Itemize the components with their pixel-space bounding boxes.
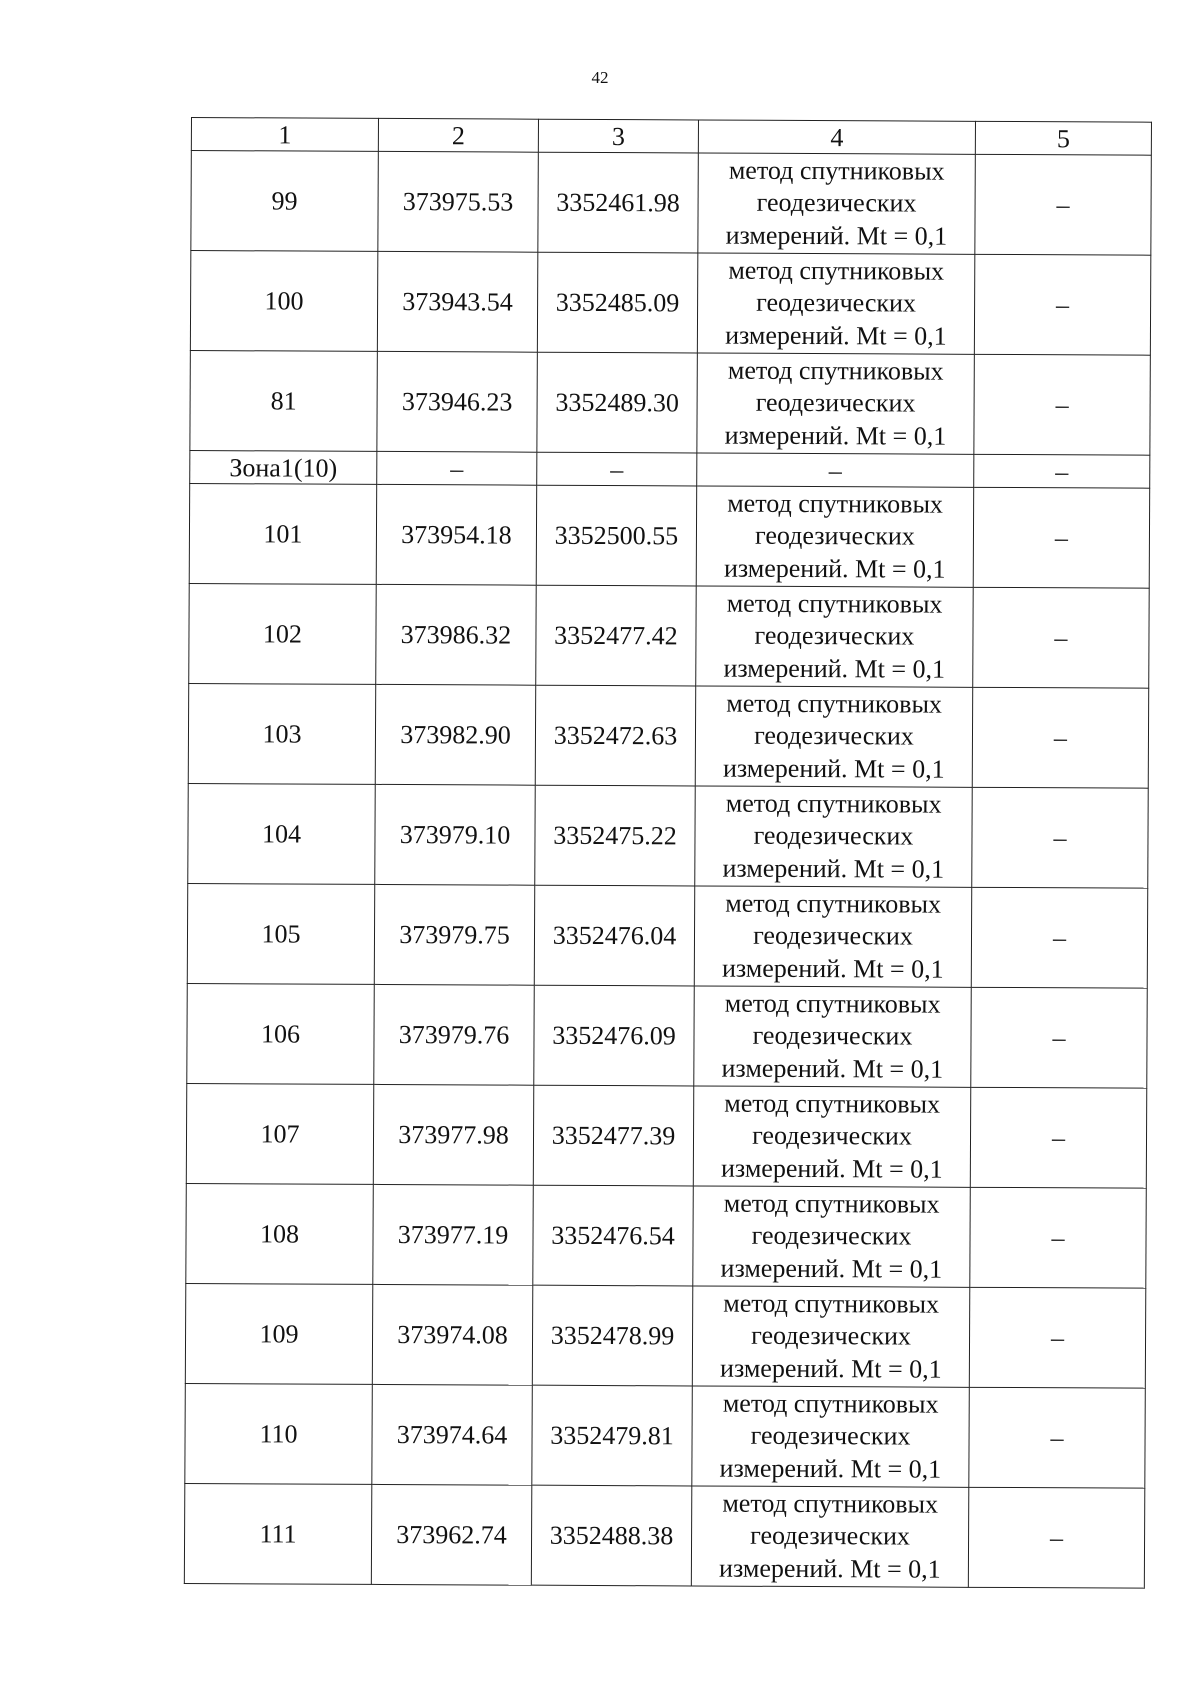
note-cell: – bbox=[971, 887, 1147, 988]
coordinates-table bbox=[184, 117, 1152, 1589]
method-text-line: геодезических bbox=[751, 1321, 911, 1351]
coordinate-x-cell: 373962.74 bbox=[371, 1484, 531, 1585]
method-text-line: геодезических bbox=[752, 1021, 913, 1051]
table-row bbox=[185, 1383, 1145, 1488]
method-text-line: геодезических bbox=[750, 1520, 911, 1551]
coordinate-y-cell: 3352476.09 bbox=[534, 985, 694, 1086]
method-text-line: измерений. Mt = 0,1 bbox=[721, 1053, 944, 1084]
coordinate-y-cell: 3352475.22 bbox=[535, 785, 695, 886]
page-number: 42 bbox=[591, 68, 609, 87]
note-cell: – bbox=[974, 354, 1150, 455]
method-text-line: геодезических bbox=[751, 1221, 912, 1251]
method-text-line: геодезических bbox=[754, 621, 915, 651]
table-header-row bbox=[191, 118, 1151, 156]
note-cell: – bbox=[969, 1387, 1145, 1488]
coordinate-y-cell: – bbox=[537, 452, 697, 486]
table-row bbox=[184, 1483, 1144, 1588]
method-text-line: измерений. Mt = 0,1 bbox=[723, 653, 946, 684]
coordinate-x-cell: 373954.18 bbox=[376, 484, 536, 585]
table-row bbox=[188, 783, 1148, 888]
note-cell: – bbox=[974, 454, 1150, 488]
note-cell: – bbox=[973, 487, 1149, 588]
coordinate-x-cell: 373975.53 bbox=[378, 151, 538, 252]
method-text-line: измерений. Mt = 0,1 bbox=[720, 1153, 943, 1184]
table-row bbox=[187, 883, 1147, 988]
method-text-line: метод спутниковых bbox=[727, 355, 944, 386]
method-text-line: метод спутниковых bbox=[725, 788, 942, 819]
table-row bbox=[188, 683, 1148, 788]
method-text-line: измерений. Mt = 0,1 bbox=[722, 753, 945, 784]
method-text-line: геодезических bbox=[756, 288, 917, 318]
coordinate-y-cell: 3352476.54 bbox=[533, 1185, 693, 1286]
coordinate-y-cell: 3352477.39 bbox=[533, 1085, 693, 1186]
point-id-cell: 109 bbox=[185, 1283, 372, 1384]
method-cell: – bbox=[697, 453, 974, 487]
method-text-line: измерений. Mt = 0,1 bbox=[722, 853, 945, 884]
coordinate-y-cell: 3352478.99 bbox=[532, 1285, 692, 1386]
method-text-line: измерений. Mt = 0,1 bbox=[720, 1353, 942, 1384]
table-row bbox=[190, 350, 1150, 455]
method-cell bbox=[692, 1286, 969, 1387]
coordinate-x-cell: 373979.10 bbox=[375, 784, 535, 885]
method-text-line: геодезических bbox=[750, 1421, 911, 1451]
point-id-cell: 102 bbox=[189, 583, 376, 684]
point-id-cell: 107 bbox=[186, 1083, 373, 1184]
table-row bbox=[189, 583, 1149, 688]
coordinate-y-cell: 3352479.81 bbox=[532, 1385, 692, 1486]
coordinates-table-wrapper bbox=[184, 117, 1152, 1589]
column-number-1: 1 bbox=[191, 118, 378, 152]
coordinate-y-cell: 3352472.63 bbox=[535, 685, 695, 786]
coordinate-y-cell: 3352461.98 bbox=[538, 152, 698, 253]
method-text-line: метод спутниковых bbox=[723, 1188, 940, 1219]
method-text-line: метод спутниковых bbox=[725, 888, 942, 919]
table-row bbox=[187, 983, 1147, 1088]
method-cell bbox=[694, 886, 971, 987]
note-cell: – bbox=[972, 687, 1148, 788]
coordinate-y-cell: 3352485.09 bbox=[537, 252, 697, 353]
method-text-line: метод спутниковых bbox=[722, 1388, 939, 1419]
method-text-line: метод спутниковых bbox=[723, 1288, 940, 1319]
method-text-line: измерений. Mt = 0,1 bbox=[725, 320, 947, 351]
point-id-cell: 81 bbox=[190, 350, 377, 451]
note-cell: – bbox=[975, 154, 1151, 255]
method-text-line: геодезических bbox=[755, 388, 916, 418]
coordinate-x-cell: 373982.90 bbox=[375, 684, 535, 785]
method-text-line: геодезических bbox=[754, 721, 914, 751]
coordinate-x-cell: 373979.75 bbox=[374, 884, 534, 985]
point-id-cell: 111 bbox=[184, 1483, 371, 1584]
coordinate-x-cell: – bbox=[377, 451, 537, 485]
point-id-cell: Зона1(10) bbox=[190, 450, 377, 484]
note-cell: – bbox=[970, 1087, 1146, 1188]
column-number-3: 3 bbox=[538, 119, 698, 153]
coordinate-x-cell: 373986.32 bbox=[376, 584, 536, 685]
coordinate-y-cell: 3352476.04 bbox=[534, 885, 694, 986]
coordinate-x-cell: 373946.23 bbox=[377, 351, 537, 452]
method-cell bbox=[697, 353, 974, 454]
coordinate-x-cell: 373977.19 bbox=[373, 1184, 533, 1285]
method-cell bbox=[696, 486, 973, 587]
coordinate-y-cell: 3352500.55 bbox=[536, 485, 696, 586]
table-row bbox=[186, 1183, 1146, 1288]
column-number-2: 2 bbox=[378, 118, 538, 152]
method-cell bbox=[694, 986, 971, 1087]
coordinate-x-cell: 373943.54 bbox=[377, 251, 537, 352]
coordinate-x-cell: 373974.64 bbox=[372, 1384, 532, 1485]
point-id-cell: 101 bbox=[189, 483, 376, 584]
table-row bbox=[189, 483, 1149, 588]
note-cell: – bbox=[970, 1187, 1146, 1288]
coordinate-x-cell: 373979.76 bbox=[374, 984, 534, 1085]
method-text-line: метод спутниковых bbox=[724, 988, 941, 1019]
column-number-5: 5 bbox=[975, 121, 1151, 155]
method-text-line: метод спутниковых bbox=[726, 688, 943, 719]
method-cell bbox=[695, 786, 972, 887]
point-id-cell: 103 bbox=[188, 683, 375, 784]
method-text-line: метод спутниковых bbox=[728, 255, 945, 286]
zone-row bbox=[190, 450, 1150, 488]
method-text-line: измерений. Mt = 0,1 bbox=[721, 953, 944, 984]
method-text-line: метод спутниковых bbox=[724, 1088, 941, 1119]
method-text-line: геодезических bbox=[752, 1121, 912, 1151]
point-id-cell: 105 bbox=[187, 883, 374, 984]
method-cell bbox=[696, 586, 973, 687]
method-text-line: измерений. Mt = 0,1 bbox=[720, 1253, 943, 1284]
coordinate-x-cell: 373974.08 bbox=[372, 1284, 532, 1385]
method-cell bbox=[698, 153, 975, 254]
method-text-line: метод спутниковых bbox=[728, 155, 945, 186]
table-row bbox=[185, 1283, 1145, 1388]
table-row bbox=[190, 251, 1150, 356]
method-cell bbox=[691, 1486, 968, 1587]
method-text-line: измерений. Mt = 0,1 bbox=[724, 420, 947, 451]
note-cell: – bbox=[968, 1487, 1144, 1588]
point-id-cell: 110 bbox=[185, 1383, 372, 1484]
column-number-4: 4 bbox=[698, 120, 975, 154]
note-cell: – bbox=[974, 254, 1150, 355]
table-row bbox=[186, 1083, 1146, 1188]
method-cell bbox=[692, 1386, 969, 1487]
method-cell bbox=[693, 1186, 970, 1287]
method-text-line: метод спутниковых bbox=[727, 488, 944, 519]
method-text-line: измерений. Mt = 0,1 bbox=[719, 1553, 941, 1584]
method-cell bbox=[697, 253, 974, 354]
coordinate-y-cell: 3352489.30 bbox=[537, 352, 697, 453]
point-id-cell: 100 bbox=[190, 251, 377, 352]
point-id-cell: 99 bbox=[191, 151, 378, 252]
method-text-line: геодезических bbox=[755, 521, 915, 551]
coordinate-y-cell: 3352477.42 bbox=[536, 585, 696, 686]
method-text-line: метод спутниковых bbox=[726, 588, 943, 619]
note-cell: – bbox=[972, 787, 1148, 888]
note-cell: – bbox=[971, 987, 1147, 1088]
coordinate-x-cell: 373977.98 bbox=[373, 1084, 533, 1185]
method-text-line: геодезических bbox=[756, 188, 917, 218]
note-cell: – bbox=[969, 1287, 1145, 1388]
method-text-line: геодезических bbox=[753, 921, 913, 951]
table-body bbox=[184, 118, 1151, 1589]
method-text-line: измерений. Mt = 0,1 bbox=[725, 220, 948, 251]
method-text-line: геодезических bbox=[753, 821, 914, 851]
method-text-line: измерений. Mt = 0,1 bbox=[723, 553, 946, 584]
method-cell bbox=[693, 1086, 970, 1187]
method-text-line: измерений. Mt = 0,1 bbox=[719, 1453, 942, 1484]
point-id-cell: 106 bbox=[187, 983, 374, 1084]
point-id-cell: 108 bbox=[186, 1183, 373, 1284]
point-id-cell: 104 bbox=[188, 783, 375, 884]
table-row bbox=[191, 151, 1151, 256]
coordinate-y-cell: 3352488.38 bbox=[531, 1485, 691, 1586]
method-cell bbox=[695, 686, 972, 787]
method-text-line: метод спутниковых bbox=[722, 1488, 939, 1519]
note-cell: – bbox=[973, 587, 1149, 688]
